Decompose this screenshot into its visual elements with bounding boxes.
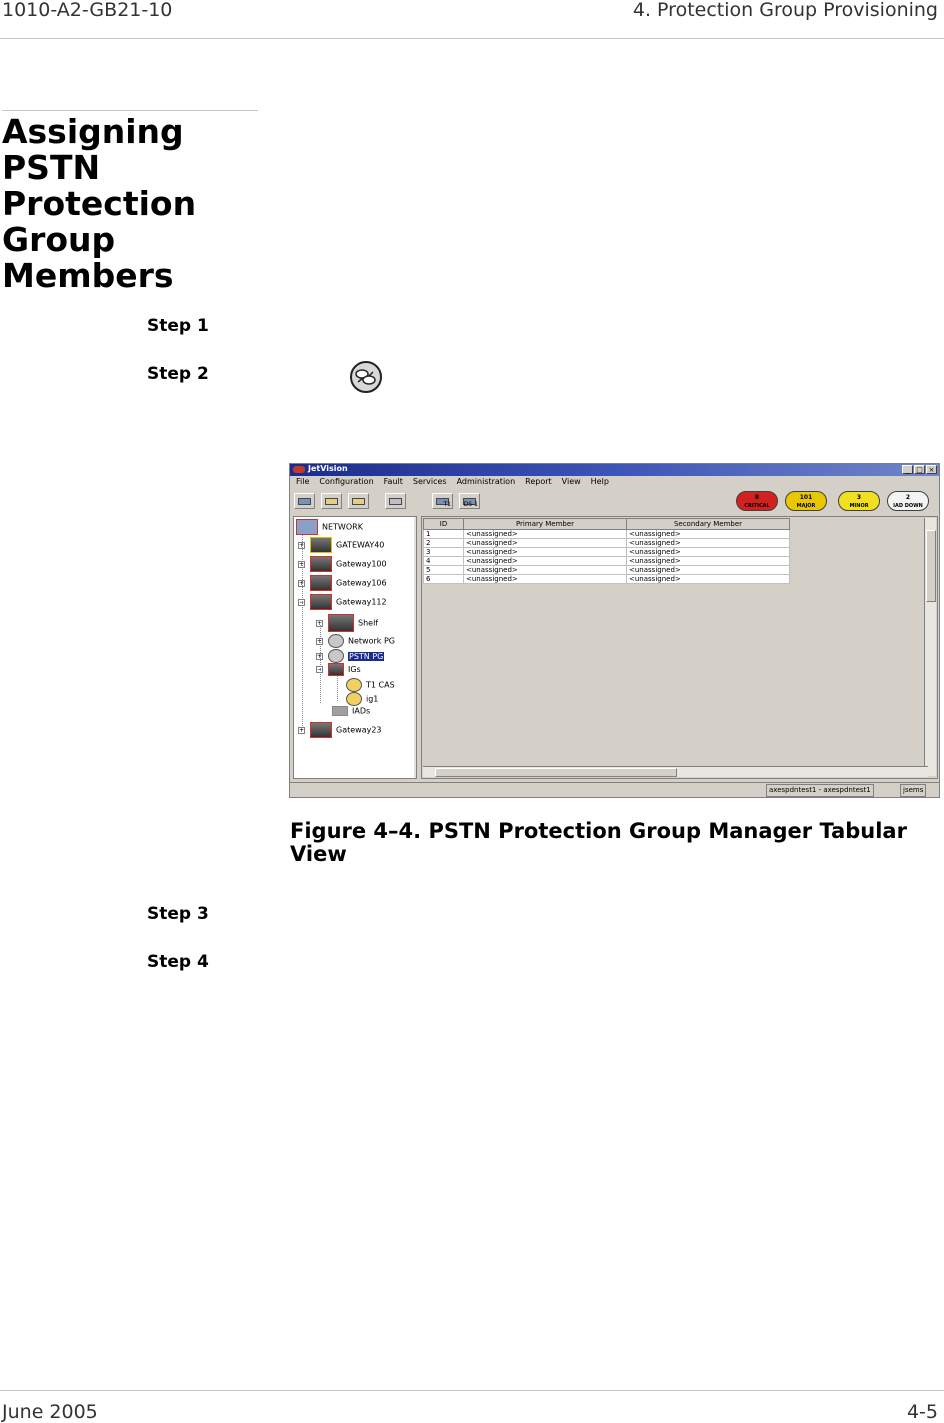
tree-label: T1 CAS bbox=[366, 680, 395, 690]
alarm-count: 3 bbox=[856, 494, 862, 501]
toolbar-button-print[interactable] bbox=[385, 493, 406, 509]
menu-report[interactable]: Report bbox=[525, 477, 552, 486]
cell-id: 6 bbox=[424, 575, 464, 584]
tree-node-gateway40[interactable] bbox=[298, 537, 384, 553]
shelf-icon bbox=[328, 614, 354, 632]
igs-icon bbox=[328, 663, 344, 676]
tree-label: NETWORK bbox=[322, 522, 363, 532]
tree-label: ig1 bbox=[366, 694, 379, 704]
toolbar-button-ds1[interactable] bbox=[459, 493, 480, 509]
expand-icon[interactable]: + bbox=[317, 619, 323, 627]
tree-label-selected: PSTN PG bbox=[349, 651, 384, 661]
tree-label: Gateway112 bbox=[336, 597, 387, 607]
scroll-thumb[interactable] bbox=[926, 530, 936, 602]
menu-services[interactable]: Services bbox=[412, 477, 447, 486]
folder-save-icon bbox=[352, 498, 365, 505]
cell-id: 1 bbox=[424, 530, 464, 539]
tree-label: Network PG bbox=[348, 636, 395, 646]
gateway-icon bbox=[310, 537, 332, 553]
cell-id: 3 bbox=[424, 548, 464, 557]
t1-label: T1 bbox=[443, 501, 451, 508]
expand-icon[interactable]: + bbox=[299, 541, 305, 549]
tree-node-gateway112[interactable] bbox=[298, 594, 387, 610]
tree-node-igs[interactable] bbox=[316, 663, 361, 676]
tree-label: GATEWAY40 bbox=[336, 540, 385, 550]
status-session: axespdntest1 - axespdntest1 bbox=[766, 784, 874, 797]
tree-label: Gateway106 bbox=[336, 578, 387, 588]
window-title: JetVision bbox=[308, 464, 348, 473]
tree-node-pstn-pg[interactable] bbox=[316, 649, 384, 663]
cell-primary[interactable]: <unassigned> bbox=[464, 548, 627, 557]
cell-primary[interactable]: <unassigned> bbox=[464, 539, 627, 548]
cell-primary[interactable]: <unassigned> bbox=[464, 530, 627, 539]
cell-id: 2 bbox=[424, 539, 464, 548]
doc-id: 1010-A2-GB21-10 bbox=[2, 0, 173, 21]
section-rule bbox=[2, 110, 258, 111]
column-header-secondary-member[interactable]: Secondary Member bbox=[627, 519, 790, 530]
print-icon bbox=[389, 498, 402, 505]
tree-node-shelf[interactable] bbox=[316, 614, 378, 632]
list-icon bbox=[298, 498, 311, 505]
menu-configuration[interactable]: Configuration bbox=[319, 477, 374, 486]
cell-secondary[interactable]: <unassigned> bbox=[627, 566, 790, 575]
table-row[interactable] bbox=[424, 548, 790, 557]
tree-node-gateway106[interactable] bbox=[298, 575, 387, 591]
toolbar bbox=[290, 489, 939, 514]
network-tree bbox=[293, 516, 417, 779]
step-3-label: Step 3 bbox=[147, 904, 209, 924]
figure-caption: Figure 4–4. PSTN Protection Group Manager Tabular View bbox=[290, 819, 907, 866]
page-footer bbox=[0, 1390, 944, 1423]
table-row[interactable] bbox=[424, 566, 790, 575]
cell-primary[interactable]: <unassigned> bbox=[464, 566, 627, 575]
cell-secondary[interactable]: <unassigned> bbox=[627, 557, 790, 566]
menu-help[interactable]: Help bbox=[590, 477, 609, 486]
ig-icon bbox=[346, 692, 362, 706]
vertical-scrollbar[interactable] bbox=[924, 518, 936, 776]
tree-node-t1-cas[interactable] bbox=[346, 678, 395, 692]
alarm-critical[interactable] bbox=[736, 491, 778, 511]
folder-icon bbox=[325, 498, 338, 505]
alarm-label: MINOR bbox=[849, 503, 869, 509]
cell-secondary[interactable]: <unassigned> bbox=[627, 539, 790, 548]
protection-group-icon bbox=[328, 634, 344, 648]
cell-secondary[interactable]: <unassigned> bbox=[627, 548, 790, 557]
cell-id: 4 bbox=[424, 557, 464, 566]
section-title: Assigning PSTN Protection Group Members bbox=[2, 112, 197, 295]
cell-primary[interactable]: <unassigned> bbox=[464, 575, 627, 584]
tree-node-network-pg[interactable] bbox=[316, 634, 395, 648]
expand-icon[interactable]: + bbox=[299, 579, 305, 587]
tree-node-network[interactable] bbox=[296, 519, 363, 535]
expand-icon[interactable]: + bbox=[299, 726, 305, 734]
table-row[interactable] bbox=[424, 530, 790, 539]
toolbar-button-open[interactable] bbox=[321, 493, 342, 509]
jetvision-window bbox=[289, 463, 940, 798]
chapter-title: 4. Protection Group Provisioning bbox=[632, 0, 938, 21]
column-header-id[interactable]: ID bbox=[424, 519, 464, 530]
gateway-icon bbox=[310, 556, 332, 572]
protection-group-icon bbox=[349, 360, 383, 394]
tree-label: IGs bbox=[348, 665, 361, 674]
close-icon[interactable]: × bbox=[926, 465, 937, 474]
window-title-bar bbox=[290, 464, 939, 476]
alarm-major[interactable] bbox=[785, 491, 827, 511]
table-row[interactable] bbox=[424, 557, 790, 566]
toolbar-button-t1[interactable] bbox=[432, 493, 453, 509]
tree-node-gateway100[interactable] bbox=[298, 556, 387, 572]
ig-icon bbox=[346, 678, 362, 692]
step-1-label: Step 1 bbox=[147, 316, 209, 336]
alarm-minor[interactable] bbox=[838, 491, 880, 511]
status-bar bbox=[290, 782, 939, 797]
gateway-icon bbox=[310, 575, 332, 591]
scroll-thumb[interactable] bbox=[435, 768, 677, 777]
toolbar-button-save[interactable] bbox=[348, 493, 369, 509]
alarm-count: 2 bbox=[905, 494, 911, 501]
gateway-icon bbox=[310, 722, 332, 738]
status-app: jsems bbox=[900, 784, 926, 797]
alarm-label: CRITICAL bbox=[744, 503, 770, 509]
cell-id: 5 bbox=[424, 566, 464, 575]
cell-primary[interactable]: <unassigned> bbox=[464, 557, 627, 566]
step-2-label: Step 2 bbox=[147, 364, 209, 384]
collapse-icon[interactable]: − bbox=[299, 598, 305, 606]
minimize-icon[interactable]: _ bbox=[902, 465, 913, 474]
table-row[interactable] bbox=[424, 575, 790, 584]
protection-group-table bbox=[423, 518, 790, 584]
maximize-icon[interactable]: □ bbox=[914, 465, 925, 474]
alarm-iad-down[interactable] bbox=[887, 491, 929, 511]
column-header-primary-member[interactable]: Primary Member bbox=[464, 519, 627, 530]
horizontal-scrollbar[interactable] bbox=[423, 766, 928, 777]
iads-icon bbox=[332, 706, 348, 716]
expand-icon[interactable]: + bbox=[299, 560, 305, 568]
tree-label: Shelf bbox=[358, 618, 379, 628]
step-4-label: Step 4 bbox=[147, 952, 209, 972]
alarm-label: MAJOR bbox=[796, 503, 816, 509]
page-header bbox=[0, 0, 944, 39]
menu-administration[interactable]: Administration bbox=[456, 477, 516, 486]
menu-bar bbox=[290, 476, 940, 488]
app-logo-icon bbox=[293, 466, 305, 473]
alarm-count: 101 bbox=[799, 494, 813, 501]
table-row[interactable] bbox=[424, 539, 790, 548]
tree-label: Gateway23 bbox=[336, 725, 382, 735]
tree-node-gateway23[interactable] bbox=[298, 722, 382, 738]
cell-secondary[interactable]: <unassigned> bbox=[627, 530, 790, 539]
protection-group-table-pane bbox=[421, 516, 938, 779]
menu-view[interactable]: View bbox=[561, 477, 581, 486]
tree-label: IADs bbox=[352, 706, 371, 716]
footer-date: June 2005 bbox=[2, 1401, 98, 1423]
alarm-label: IAD DOWN bbox=[893, 503, 923, 509]
alarm-count: 8 bbox=[754, 494, 760, 501]
tree-node-iads[interactable] bbox=[332, 706, 370, 716]
toolbar-button-list[interactable] bbox=[294, 493, 315, 509]
menu-fault[interactable]: Fault bbox=[383, 477, 403, 486]
tree-node-ig1[interactable] bbox=[346, 692, 378, 706]
page-number: 4-5 bbox=[906, 1401, 938, 1423]
protection-group-icon bbox=[328, 649, 344, 663]
collapse-icon[interactable]: − bbox=[317, 666, 323, 673]
expand-icon[interactable]: + bbox=[317, 637, 323, 645]
ds1-label: DS-1 bbox=[463, 501, 478, 508]
tree-label: Gateway100 bbox=[336, 559, 387, 569]
menu-file[interactable]: File bbox=[296, 477, 310, 486]
network-icon bbox=[296, 519, 318, 535]
cell-secondary[interactable]: <unassigned> bbox=[627, 575, 790, 584]
expand-icon[interactable]: + bbox=[317, 652, 323, 660]
gateway-icon bbox=[310, 594, 332, 610]
